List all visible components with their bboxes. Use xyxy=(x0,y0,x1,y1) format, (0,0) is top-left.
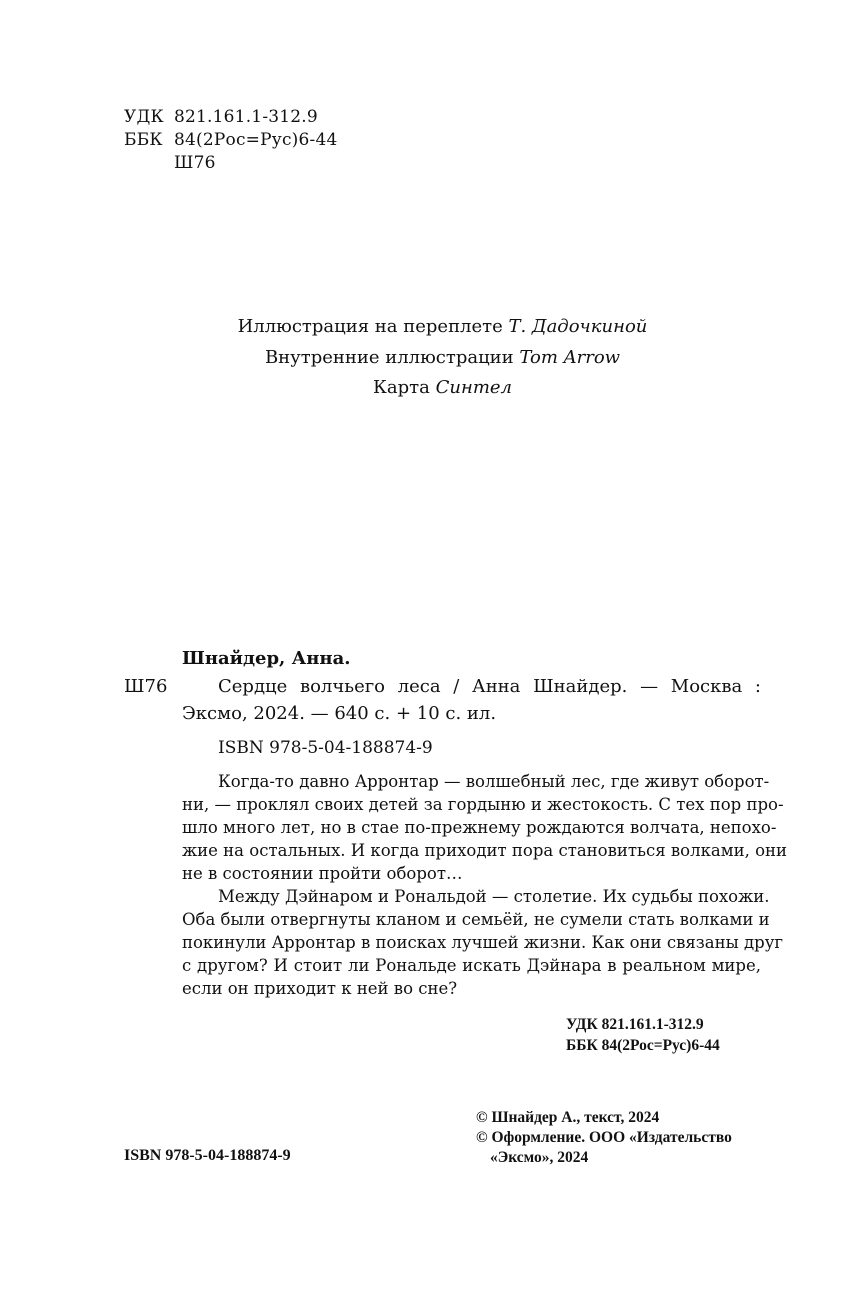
copyright-line3: «Эксмо», 2024 xyxy=(490,1149,589,1166)
udk-value: 821.161.1-312.9 xyxy=(174,107,318,127)
bold-bbk: ББК 84(2Рос=Рус)6-44 xyxy=(566,1037,720,1054)
annotation-line: ни, — проклял своих детей за гордыню и жестокость. С тех пор про- xyxy=(182,795,784,814)
card-author: Шнайдер, Анна. xyxy=(182,648,351,669)
card-title-line1: Сердце волчьего леса / Анна Шнайдер. — Москва : xyxy=(218,676,761,697)
copyright-line2: © Оформление. ООО «Издательство xyxy=(476,1129,732,1146)
annotation-line: Когда-то давно Арронтар — волшебный лес, где живут оборот- xyxy=(218,772,770,791)
credit-map-label: Карта xyxy=(372,377,436,398)
annotation-line: покинули Арронтар в поисках лучшей жизни. Как они связаны друг xyxy=(182,933,784,952)
card-isbn: ISBN 978-5-04-188874-9 xyxy=(218,738,433,758)
copyright-line1: © Шнайдер А., текст, 2024 xyxy=(476,1109,660,1126)
credit-cover-name: Т. Дадочкиной xyxy=(508,316,648,337)
annotation-line: с другом? И стоит ли Рональде искать Дэйнара в реальном мире, xyxy=(182,956,761,975)
bbk-label: ББК xyxy=(124,130,163,150)
annotation-para1 xyxy=(182,770,787,885)
credit-cover xyxy=(0,316,845,337)
annotation-line: если он приходит к ней во сне? xyxy=(182,979,458,998)
credit-cover-label: Иллюстрация на переплете xyxy=(237,316,509,337)
annotation-line: Между Дэйнаром и Рональдой — столетие. Их судьбы похожи. xyxy=(218,887,770,906)
card-title-line2: Эксмо, 2024. — 640 с. + 10 с. ил. xyxy=(182,703,497,724)
isbn-bold: ISBN 978-5-04-188874-9 xyxy=(124,1147,291,1164)
annotation-line: жие на остальных. И когда приходит пора становиться волками, они xyxy=(182,841,787,860)
author-mark-line xyxy=(124,153,216,173)
udk-line xyxy=(124,107,318,127)
bbk-value: 84(2Рос=Рус)6-44 xyxy=(174,130,338,150)
credit-inner-label: Внутренние иллюстрации xyxy=(264,347,520,368)
credit-map xyxy=(0,377,845,398)
credit-inner-name: Tom Arrow xyxy=(519,347,621,368)
card-code: Ш76 xyxy=(124,676,168,697)
annotation-line: шло много лет, но в стае по-прежнему рождаются волчата, непохо- xyxy=(182,818,777,837)
bbk-line xyxy=(124,130,338,150)
credit-map-name: Синтел xyxy=(435,377,512,398)
annotation-para2 xyxy=(182,885,784,1000)
annotation-line: Оба были отвергнуты кланом и семьёй, не сумели стать волками и xyxy=(182,910,770,929)
annotation-line: не в состоянии пройти оборот… xyxy=(182,864,463,883)
credit-inner xyxy=(0,347,845,368)
author-mark: Ш76 xyxy=(174,153,216,173)
bold-udk: УДК 821.161.1-312.9 xyxy=(566,1016,704,1033)
udk-label: УДК xyxy=(124,107,164,127)
